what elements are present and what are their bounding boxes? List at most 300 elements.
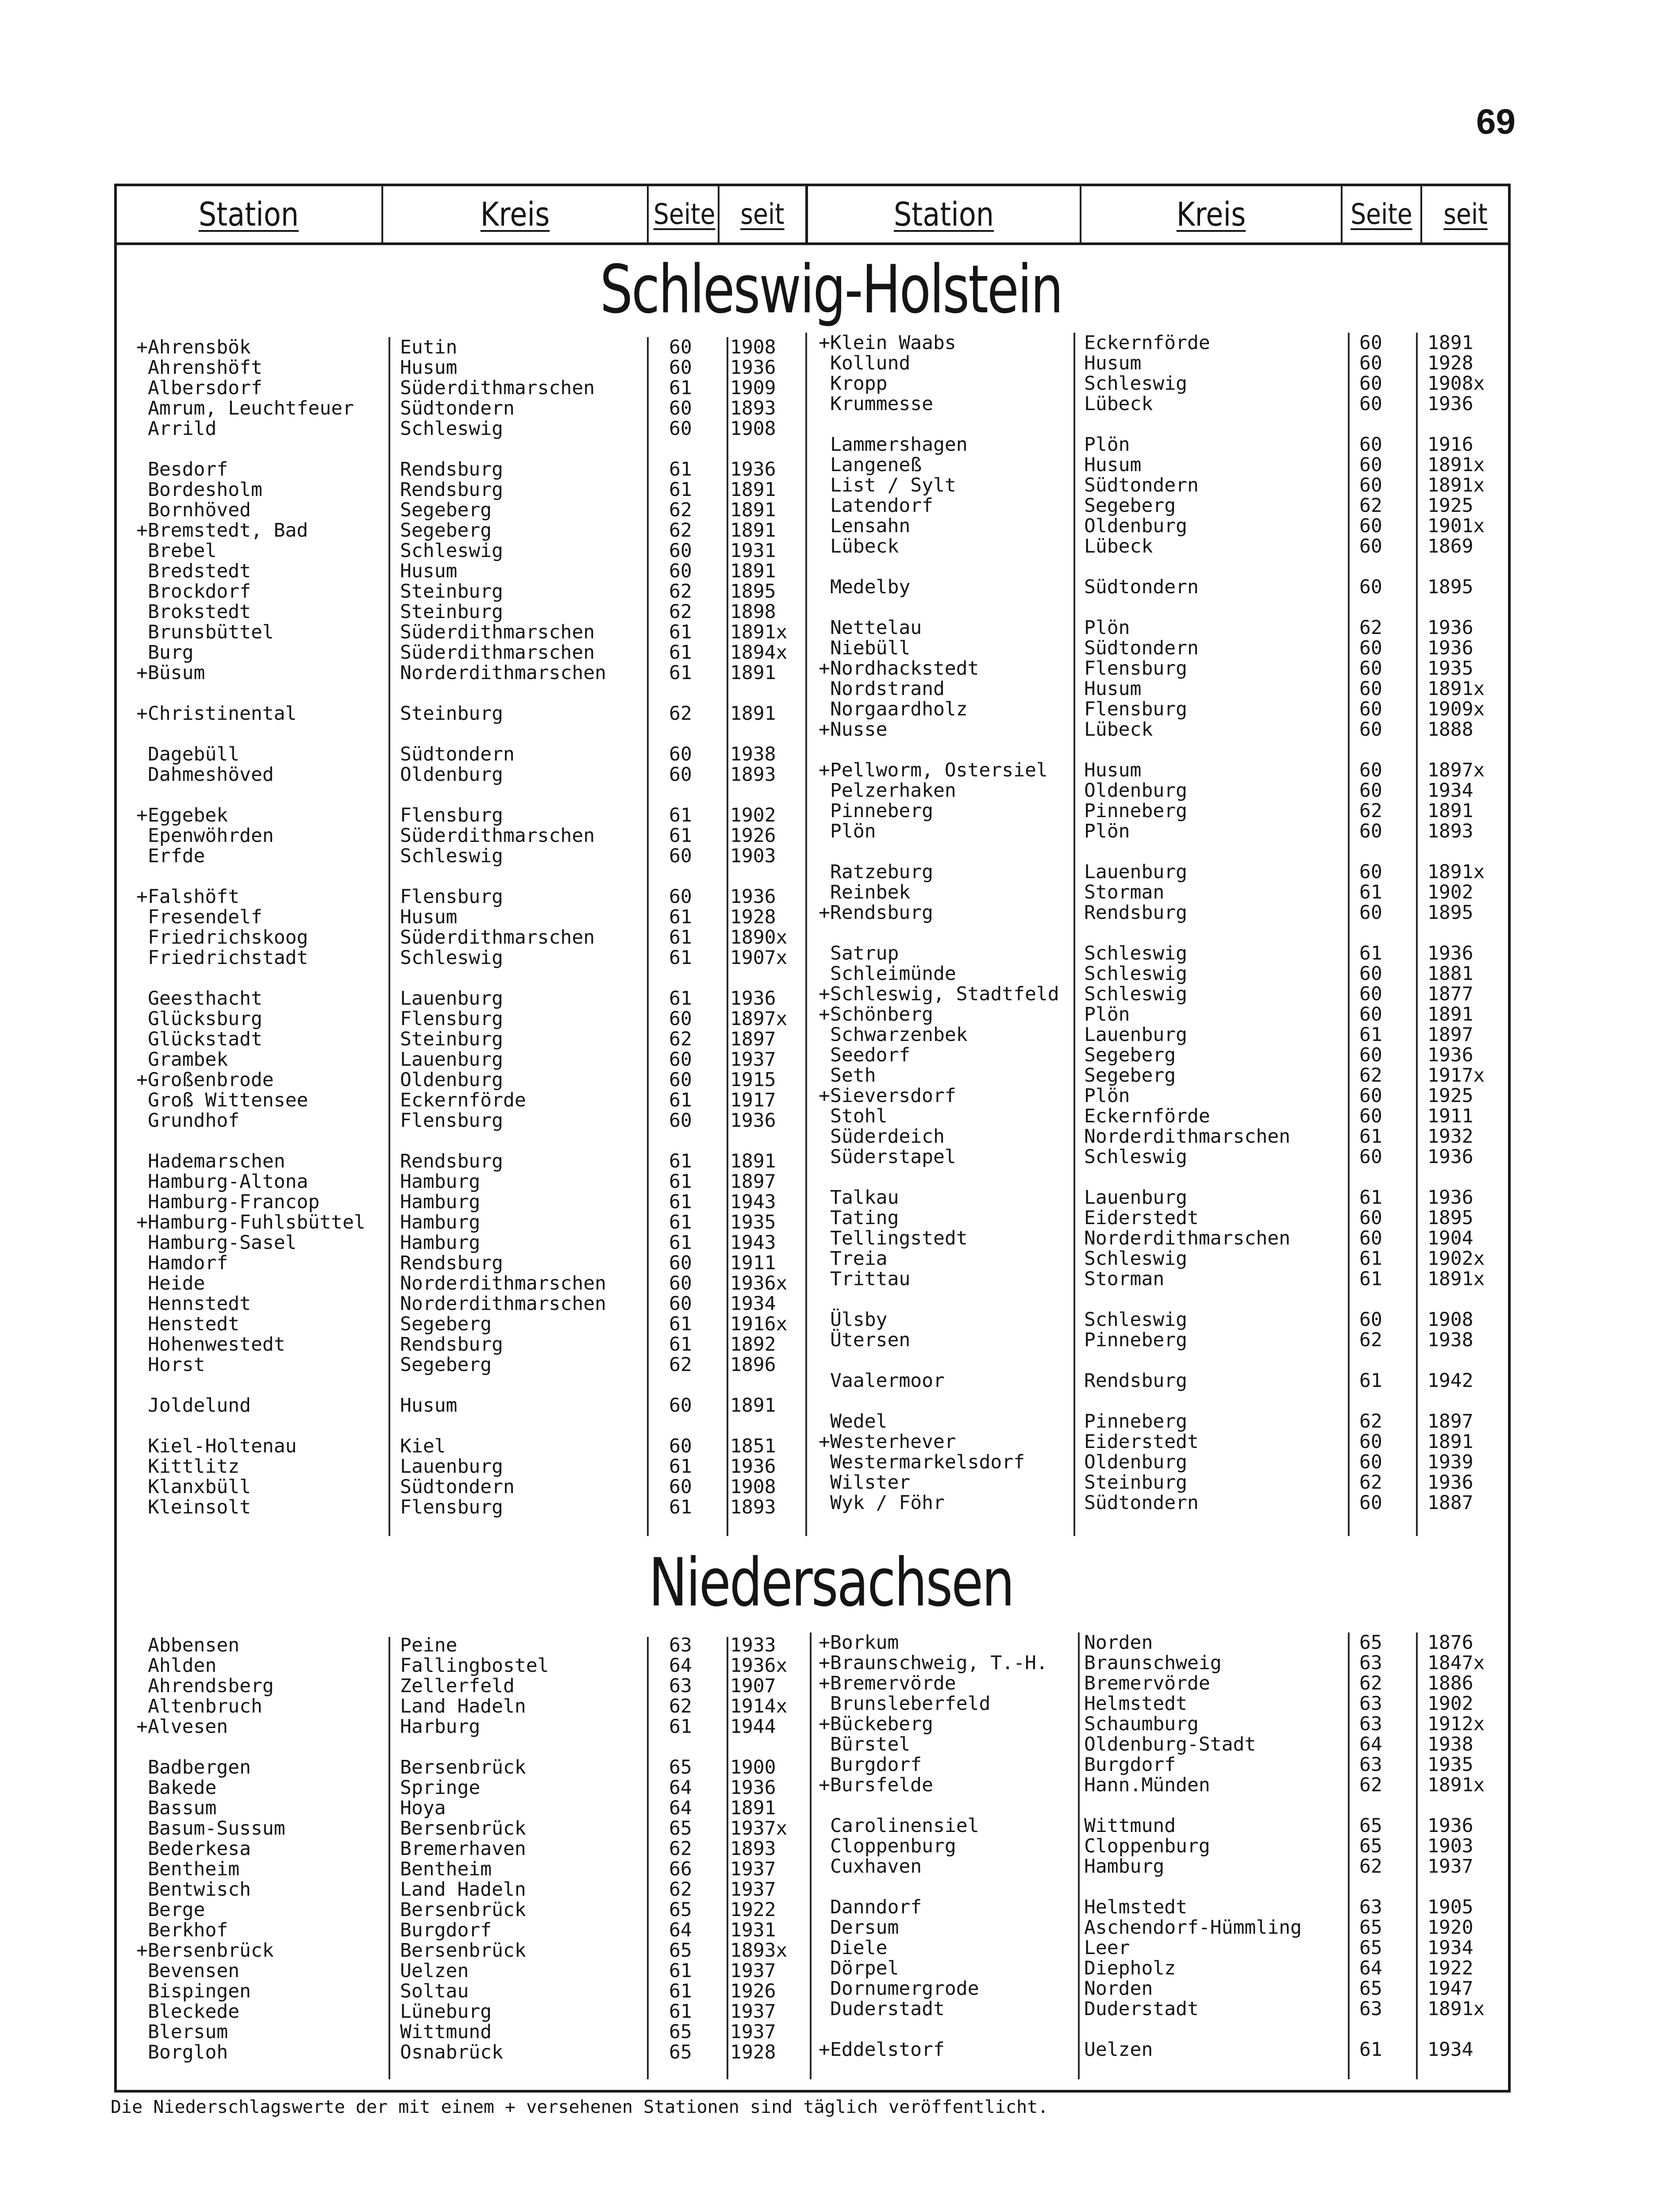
seite-value: 60 (669, 764, 692, 786)
column-header-seite: Seite (1350, 198, 1412, 231)
kreis-name: Rendsburg (400, 479, 503, 501)
station-name: Friedrichstadt (148, 947, 308, 969)
seite-value: 60 (669, 1435, 692, 1457)
seit-value: 1893x (730, 1939, 788, 1962)
kreis-name: Schleswig (400, 845, 503, 867)
station-name: Kiel-Holtenau (148, 1435, 297, 1457)
seite-value: 60 (669, 560, 692, 582)
kreis-name: Süderdithmarschen (400, 377, 595, 399)
station-name: Hamburg-Francop (148, 1191, 320, 1213)
column-header-seite: Seite (653, 198, 716, 231)
kreis-name: Flensburg (1084, 657, 1187, 680)
station-name: Bakede (148, 1777, 217, 1799)
seit-value: 1936 (1427, 1146, 1473, 1168)
seite-value: 60 (1359, 332, 1382, 354)
station-name: Erfde (148, 845, 205, 867)
seite-value: 60 (669, 845, 692, 867)
station-name: Norgaardholz (830, 698, 968, 720)
station-name: Badbergen (148, 1756, 251, 1778)
station-name: Plön (830, 820, 876, 842)
seit-value: 1891x (1427, 474, 1485, 496)
seit-value: 1891 (1427, 1003, 1473, 1025)
seit-value: 1891x (1427, 454, 1485, 476)
kreis-name: Bentheim (400, 1858, 492, 1880)
kreis-name: Lauenburg (1084, 861, 1187, 883)
body-rule (1073, 333, 1075, 1536)
kreis-name: Flensburg (400, 1110, 503, 1132)
seit-value: 1908 (730, 1476, 776, 1498)
station-name: Groß Wittensee (148, 1089, 308, 1111)
seite-value: 65 (1359, 1937, 1382, 1959)
seite-value: 65 (669, 2021, 692, 2043)
seite-value: 60 (669, 418, 692, 440)
station-name: Hademarschen (148, 1150, 285, 1172)
seit-value: 1936 (730, 886, 776, 908)
station-name: Bordesholm (148, 479, 262, 501)
station-name: Reinbek (830, 881, 911, 903)
seite-value: 60 (1359, 1105, 1382, 1127)
seite-value: 62 (1359, 1064, 1382, 1087)
seit-value: 1891 (730, 703, 776, 725)
station-name: Hamdorf (148, 1252, 228, 1274)
station-name: +Nordhackstedt (819, 657, 979, 680)
seite-value: 60 (1359, 1003, 1382, 1025)
seite-value: 60 (1359, 535, 1382, 557)
station-name: Borgloh (148, 2041, 228, 2063)
body-rule (1416, 333, 1418, 1536)
seite-value: 61 (669, 1496, 692, 1518)
body-rule (727, 1637, 728, 2079)
seit-value: 1891 (1427, 332, 1473, 354)
seite-value: 62 (669, 1878, 692, 1901)
section-title-schleswig-holstein: Schleswig-Holstein (600, 251, 1062, 328)
station-name: Trittau (830, 1268, 911, 1290)
seit-value: 1903 (1427, 1835, 1473, 1857)
seite-value: 61 (669, 377, 692, 399)
station-name: Süderdeich (830, 1125, 945, 1148)
station-name: Hamburg-Altona (148, 1171, 308, 1193)
kreis-name: Rendsburg (400, 458, 503, 480)
station-name: Bederkesa (148, 1838, 251, 1860)
station-name: Seth (830, 1064, 876, 1087)
column-separator (1341, 185, 1343, 242)
station-name: +Großenbrode (136, 1069, 274, 1091)
kreis-name: Norden (1084, 1632, 1153, 1654)
kreis-name: Schleswig (1084, 983, 1187, 1005)
station-name: +Schleswig, Stadtfeld (819, 983, 1059, 1005)
station-name: Lammershagen (830, 434, 968, 456)
station-name: Wedel (830, 1410, 888, 1432)
kreis-name: Eckernförde (1084, 332, 1210, 354)
station-name: +Pellworm, Ostersiel (819, 759, 1048, 781)
seit-value: 1901x (1427, 515, 1485, 537)
kreis-name: Schleswig (1084, 963, 1187, 985)
seite-value: 60 (1359, 861, 1382, 883)
seit-value: 1892 (730, 1333, 776, 1356)
station-name: Schwarzenbek (830, 1024, 968, 1046)
seit-value: 1947 (1427, 1978, 1473, 2000)
header-rule (114, 242, 1511, 245)
body-rule (1416, 1632, 1418, 2079)
seit-value: 1922 (730, 1899, 776, 1921)
section-schleswig-holstein-right (812, 333, 1503, 1518)
seit-value: 1937 (730, 1858, 776, 1880)
kreis-name: Eiderstedt (1084, 1431, 1199, 1453)
kreis-name: Husum (1084, 759, 1142, 781)
seite-value: 60 (1359, 393, 1382, 415)
kreis-name: Südtondern (1084, 637, 1199, 659)
seite-value: 63 (1359, 1754, 1382, 1776)
seit-value: 1908 (730, 336, 776, 358)
seit-value: 1891 (730, 499, 776, 521)
station-name: Bassum (148, 1797, 217, 1819)
kreis-name: Lauenburg (400, 1048, 503, 1071)
seit-value: 1909x (1427, 698, 1485, 720)
station-name: Dahmeshöved (148, 764, 274, 786)
kreis-name: Bersenbrück (400, 1756, 526, 1778)
seit-value: 1937 (730, 1878, 776, 1901)
kreis-name: Peine (400, 1634, 458, 1656)
seit-value: 1891x (1427, 1268, 1485, 1290)
kreis-name: Husum (1084, 352, 1142, 374)
station-name: +Schönberg (819, 1003, 933, 1025)
station-name: +Christinental (136, 703, 297, 725)
station-name: Bispingen (148, 1980, 251, 2002)
seit-value: 1895 (1427, 902, 1473, 924)
seite-value: 60 (1359, 780, 1382, 802)
seit-value: 1922 (1427, 1957, 1473, 1979)
kreis-name: Südtondern (1084, 474, 1199, 496)
seit-value: 1931 (730, 1919, 776, 1941)
seit-value: 1897x (730, 1008, 788, 1030)
station-name: Brokstedt (148, 601, 251, 623)
station-name: +Bersenbrück (136, 1939, 274, 1962)
kreis-name: Rendsburg (400, 1252, 503, 1274)
station-name: Niebüll (830, 637, 911, 659)
station-name: Epenwöhrden (148, 825, 274, 847)
kreis-name: Springe (400, 1777, 481, 1799)
seit-value: 1907x (730, 947, 788, 969)
seite-value: 65 (1359, 1916, 1382, 1939)
seite-value: 62 (1359, 1329, 1382, 1351)
kreis-name: Uelzen (400, 1960, 469, 1982)
body-rule (389, 1637, 390, 2079)
kreis-name: Oldenburg-Stadt (1084, 1733, 1256, 1755)
seite-value: 60 (669, 1394, 692, 1417)
kreis-name: Zellerfeld (400, 1675, 515, 1697)
seit-value: 1903 (730, 845, 776, 867)
seite-value: 61 (669, 987, 692, 1010)
station-name: Tellingstedt (830, 1227, 968, 1249)
station-name: +Ahrensbök (136, 336, 251, 358)
station-name: Ahrenshöft (148, 357, 262, 379)
kreis-name: Oldenburg (1084, 515, 1187, 537)
seit-value: 1897 (730, 1028, 776, 1050)
body-rule (647, 337, 649, 1536)
seite-value: 63 (1359, 1713, 1382, 1735)
station-name: Langeneß (830, 454, 922, 476)
kreis-name: Schleswig (400, 418, 503, 440)
body-rule (810, 1632, 812, 2079)
kreis-name: Schleswig (1084, 1309, 1187, 1331)
kreis-name: Land Hadeln (400, 1695, 526, 1717)
kreis-name: Eckernförde (400, 1089, 526, 1111)
seit-value: 1915 (730, 1069, 776, 1091)
seit-value: 1917x (1427, 1064, 1485, 1087)
kreis-name: Lauenburg (1084, 1024, 1187, 1046)
kreis-name: Husum (1084, 678, 1142, 700)
station-name: Stohl (830, 1105, 888, 1127)
seite-value: 61 (1359, 1187, 1382, 1209)
kreis-name: Flensburg (400, 804, 503, 826)
seit-value: 1939 (1427, 1451, 1473, 1473)
kreis-name: Helmstedt (1084, 1693, 1187, 1715)
kreis-name: Husum (400, 560, 458, 582)
station-name: Basum-Sussum (148, 1817, 285, 1839)
station-name: +Nusse (819, 718, 888, 741)
station-name: Glücksburg (148, 1008, 262, 1030)
seite-value: 63 (669, 1634, 692, 1656)
seit-value: 1938 (1427, 1733, 1473, 1755)
station-name: Satrup (830, 942, 899, 964)
station-name: Ütersen (830, 1329, 911, 1351)
seite-value: 61 (669, 662, 692, 684)
seit-value: 1891x (1427, 1998, 1485, 2020)
kreis-name: Bremerhaven (400, 1838, 526, 1860)
station-name: Westermarkelsdorf (830, 1451, 1025, 1473)
station-name: Wyk / Föhr (830, 1492, 945, 1514)
station-name: Seedorf (830, 1044, 911, 1066)
kreis-name: Helmstedt (1084, 1896, 1187, 1918)
seite-value: 61 (669, 1211, 692, 1233)
station-name: Schleimünde (830, 963, 956, 985)
kreis-name: Schleswig (1084, 1248, 1187, 1270)
seite-value: 62 (1359, 617, 1382, 639)
kreis-name: Uelzen (1084, 2039, 1153, 2061)
column-separator (1420, 185, 1422, 242)
kreis-name: Lauenburg (400, 987, 503, 1010)
seit-value: 1887 (1427, 1492, 1473, 1514)
seite-value: 61 (669, 641, 692, 664)
kreis-name: Südtondern (400, 743, 515, 765)
seite-value: 61 (669, 1089, 692, 1111)
station-name: Ratzeburg (830, 861, 933, 883)
kreis-name: Eckernförde (1084, 1105, 1210, 1127)
column-separator (381, 185, 383, 242)
seite-value: 60 (1359, 576, 1382, 598)
seite-value: 60 (1359, 963, 1382, 985)
kreis-name: Land Hadeln (400, 1878, 526, 1901)
seit-value: 1894x (730, 641, 788, 664)
seite-value: 61 (669, 906, 692, 928)
seite-value: 60 (1359, 1085, 1382, 1107)
station-name: Bevensen (148, 1960, 240, 1982)
kreis-name: Husum (400, 357, 458, 379)
seit-value: 1936 (1427, 1815, 1473, 1837)
seite-value: 60 (1359, 1451, 1382, 1473)
kreis-name: Hamburg (400, 1211, 481, 1233)
kreis-name: Süderdithmarschen (400, 641, 595, 664)
kreis-name: Schleswig (1084, 1146, 1187, 1168)
kreis-name: Süderdithmarschen (400, 926, 595, 949)
seit-value: 1908 (1427, 1309, 1473, 1331)
kreis-name: Südtondern (400, 1476, 515, 1498)
seit-value: 1928 (730, 2041, 776, 2063)
seite-value: 62 (1359, 1855, 1382, 1878)
seit-value: 1911 (730, 1252, 776, 1274)
seite-value: 61 (669, 1232, 692, 1254)
seit-value: 1937 (730, 2021, 776, 2043)
kreis-name: Diepholz (1084, 1957, 1176, 1979)
body-rule (805, 333, 807, 1536)
kreis-name: Lauenburg (400, 1455, 503, 1478)
kreis-name: Flensburg (400, 1008, 503, 1030)
seit-value: 1936 (1427, 1044, 1473, 1066)
seit-value: 1914x (730, 1695, 788, 1717)
seite-value: 62 (669, 1028, 692, 1050)
seite-value: 61 (669, 479, 692, 501)
seit-value: 1909 (730, 377, 776, 399)
seite-value: 60 (669, 1272, 692, 1294)
seit-value: 1936 (730, 1777, 776, 1799)
body-rule (1348, 333, 1350, 1536)
seite-value: 60 (669, 886, 692, 908)
section-niedersachsen-left (119, 1635, 801, 2078)
seite-value: 64 (1359, 1957, 1382, 1979)
seit-value: 1942 (1427, 1370, 1473, 1392)
seite-value: 60 (1359, 373, 1382, 395)
seit-value: 1916x (730, 1313, 788, 1335)
kreis-name: Husum (400, 1394, 458, 1417)
station-name: Brunsleberfeld (830, 1693, 991, 1715)
seite-value: 61 (669, 1980, 692, 2002)
seite-value: 61 (669, 1150, 692, 1172)
seit-value: 1902x (1427, 1248, 1485, 1270)
station-name: +Alvesen (136, 1716, 228, 1738)
seit-value: 1917 (730, 1089, 776, 1111)
seite-value: 60 (1359, 1044, 1382, 1066)
seite-value: 60 (669, 397, 692, 419)
seit-value: 1943 (730, 1191, 776, 1213)
seite-value: 65 (1359, 1815, 1382, 1837)
kreis-name: Süderdithmarschen (400, 621, 595, 643)
station-name: Kleinsolt (148, 1496, 251, 1518)
seit-value: 1938 (730, 743, 776, 765)
kreis-name: Bersenbrück (400, 1899, 526, 1921)
station-name: Diele (830, 1937, 888, 1959)
station-name: Hamburg-Sasel (148, 1232, 297, 1254)
station-name: +Hamburg-Fuhlsbüttel (136, 1211, 365, 1233)
seite-value: 61 (669, 926, 692, 949)
seit-value: 1891x (730, 621, 788, 643)
seite-value: 62 (669, 1354, 692, 1376)
column-header-seit: seit (740, 198, 785, 231)
seit-value: 1869 (1427, 535, 1473, 557)
station-name: +Rendsburg (819, 902, 933, 924)
seit-value: 1902 (730, 804, 776, 826)
seite-value: 61 (669, 621, 692, 643)
seite-value: 60 (1359, 1431, 1382, 1453)
seit-value: 1931 (730, 540, 776, 562)
seite-value: 61 (669, 825, 692, 847)
seit-value: 1936 (730, 1110, 776, 1132)
seit-value: 1933 (730, 1634, 776, 1656)
seit-value: 1936 (1427, 1187, 1473, 1209)
seit-value: 1936 (730, 987, 776, 1010)
station-name: Brebel (148, 540, 217, 562)
kreis-name: Norderdithmarschen (400, 662, 606, 684)
kreis-name: Lübeck (1084, 393, 1153, 415)
kreis-name: Norden (1084, 1978, 1153, 2000)
station-name: Brockdorf (148, 580, 251, 603)
kreis-name: Storman (1084, 881, 1165, 903)
station-name: Carolinensiel (830, 1815, 979, 1837)
station-name: Kittlitz (148, 1455, 240, 1478)
kreis-name: Lauenburg (1084, 1187, 1187, 1209)
station-name: +Borkum (819, 1632, 899, 1654)
kreis-name: Oldenburg (400, 1069, 503, 1091)
seit-value: 1936 (1427, 617, 1473, 639)
seit-value: 1851 (730, 1435, 776, 1457)
seite-value: 63 (1359, 1693, 1382, 1715)
seit-value: 1891x (1427, 861, 1485, 883)
kreis-name: Eiderstedt (1084, 1207, 1199, 1229)
kreis-name: Storman (1084, 1268, 1165, 1290)
kreis-name: Duderstadt (1084, 1998, 1199, 2020)
kreis-name: Steinburg (400, 1028, 503, 1050)
seit-value: 1938 (1427, 1329, 1473, 1351)
kreis-name: Norderdithmarschen (1084, 1125, 1290, 1148)
kreis-name: Bremervörde (1084, 1672, 1210, 1694)
station-name: Bredstedt (148, 560, 251, 582)
seite-value: 64 (1359, 1733, 1382, 1755)
seite-value: 61 (1359, 1125, 1382, 1148)
seit-value: 1936 (730, 458, 776, 480)
kreis-name: Lübeck (1084, 535, 1153, 557)
station-name: List / Sylt (830, 474, 956, 496)
seite-value: 61 (1359, 2039, 1382, 2061)
seit-value: 1928 (730, 906, 776, 928)
station-name: Danndorf (830, 1896, 922, 1918)
body-rule (1348, 1632, 1350, 2079)
seite-value: 64 (669, 1655, 692, 1677)
seit-value: 1893 (730, 1496, 776, 1518)
seite-value: 61 (669, 1171, 692, 1193)
seite-value: 63 (1359, 1652, 1382, 1674)
seite-value: 65 (1359, 1978, 1382, 2000)
seite-value: 60 (669, 1008, 692, 1030)
station-name: Brunsbüttel (148, 621, 274, 643)
seite-value: 60 (1359, 1227, 1382, 1249)
station-name: Berkhof (148, 1919, 228, 1941)
seite-value: 61 (669, 458, 692, 480)
kreis-name: Hamburg (400, 1232, 481, 1254)
station-name: Hennstedt (148, 1293, 251, 1315)
seite-value: 60 (1359, 1207, 1382, 1229)
station-name: Dersum (830, 1916, 899, 1939)
seite-value: 60 (669, 540, 692, 562)
seite-value: 60 (1359, 434, 1382, 456)
kreis-name: Südtondern (1084, 1492, 1199, 1514)
station-name: Altenbruch (148, 1695, 262, 1717)
column-header-station: Station (893, 196, 994, 234)
seit-value: 1897x (1427, 759, 1485, 781)
seite-value: 60 (669, 1048, 692, 1071)
seit-value: 1912x (1427, 1713, 1485, 1735)
station-name: Lübeck (830, 535, 899, 557)
page-number: 69 (1476, 102, 1516, 141)
station-name: Klanxbüll (148, 1476, 251, 1498)
